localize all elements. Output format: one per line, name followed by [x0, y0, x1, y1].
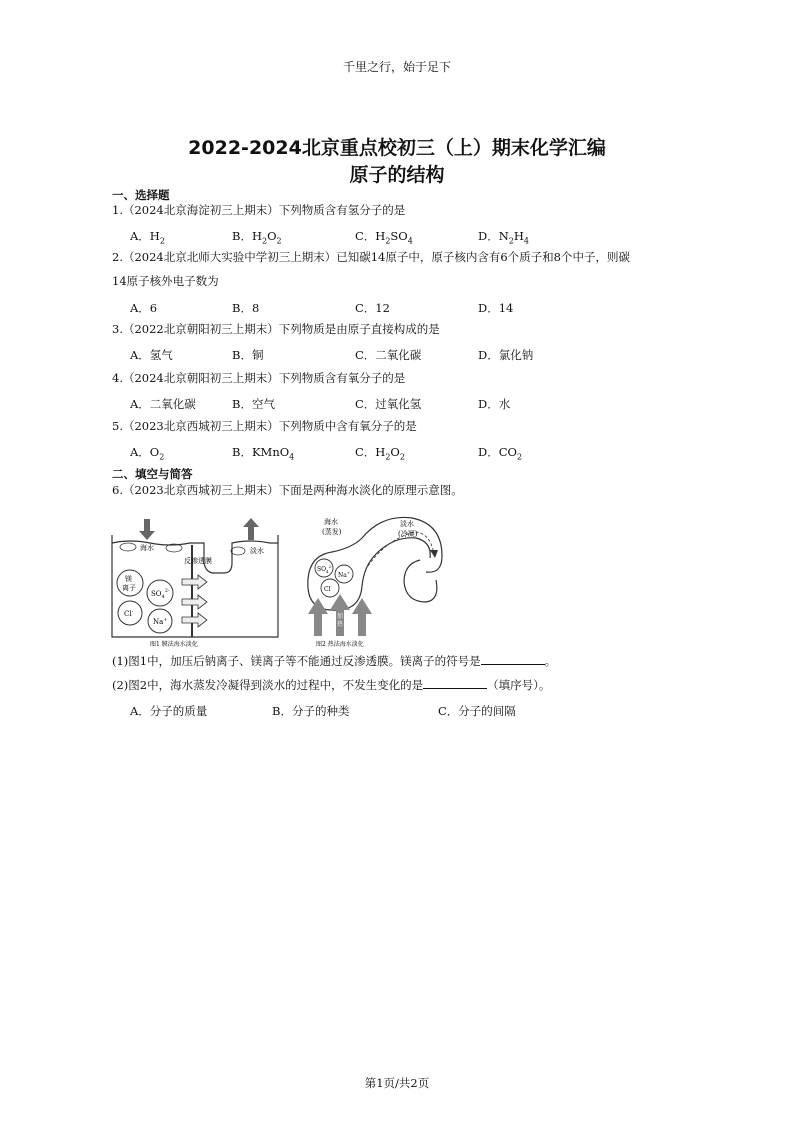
- q1-option-c: C．$H_2SO_4$: [355, 229, 413, 246]
- figure-2-thermal-desalination: [302, 510, 452, 650]
- q1-option-b: B．$H_2O_2$: [232, 229, 282, 246]
- fig1-seawater-label: 海水: [140, 544, 154, 552]
- q5-option-c: C．$H_2O_2$: [355, 445, 405, 462]
- q3-option-b: B．铜: [232, 348, 264, 362]
- figure-1-membrane-desalination: [110, 515, 292, 650]
- q5-option-b: B．KMnO$_4$: [232, 445, 295, 462]
- fig2-freshwater-label-1: 淡水: [400, 520, 414, 528]
- q4-option-a: A．二氧化碳: [130, 397, 196, 411]
- answer-blank-2[interactable]: [423, 676, 487, 689]
- q2-option-b: B．8: [232, 301, 260, 315]
- question-6-part-1: (1)图1中，加压后钠离子、镁离子等不能通过反渗透膜。镁离子的符号是 。: [112, 654, 557, 668]
- page-title: 2022-2024北京重点校初三（上）期末化学汇编: [188, 137, 606, 159]
- fig2-caption: 图2 热法海水淡化: [316, 641, 364, 648]
- q6-option-c: C．分子的间隔: [438, 704, 516, 718]
- fig2-seawater-label-1: 海水: [324, 518, 338, 526]
- fig1-membrane-label: 反渗透膜: [184, 557, 212, 565]
- section-heading-choice: 一、选择题: [112, 188, 170, 202]
- fig1-chloride-ion: Cl-: [124, 609, 134, 618]
- fig1-mg-ion-label-1: 镁: [125, 575, 132, 583]
- q3-option-a: A．氢气: [130, 348, 173, 362]
- fig2-heat-label-1: 加: [337, 613, 344, 620]
- fig2-seawater-label-2: (蒸发): [322, 528, 342, 536]
- q6-option-b: B．分子的种类: [272, 704, 350, 718]
- page-subtitle: 原子的结构: [349, 164, 445, 186]
- fig1-caption: 图1 膜法海水淡化: [150, 641, 198, 648]
- q4-option-c: C．过氧化氢: [355, 397, 422, 411]
- question-6-stem: 6.（2023北京西城初三上期末）下面是两种海水淡化的原理示意图。: [112, 483, 463, 497]
- question-3-stem: 3.（2022北京朝阳初三上期末）下列物质是由原子直接构成的是: [112, 322, 440, 336]
- q2-option-c: C．12: [355, 301, 390, 315]
- fig2-sulfate-ion: $SO_4^{2-}$: [317, 564, 333, 574]
- section-heading-fill: 二、填空与简答: [112, 467, 193, 481]
- question-6-part-2: (2)图2中，海水蒸发冷凝得到淡水的过程中，不发生变化的是 （填序号）。: [112, 678, 551, 692]
- q1-option-a: A．$H_2$: [130, 229, 165, 246]
- question-5-stem: 5.（2023北京西城初三上期末）下列物质中含有氧分子的是: [112, 419, 417, 433]
- q3-option-d: D．氯化钠: [478, 348, 534, 362]
- q2-option-a: A．6: [130, 301, 158, 315]
- fig1-sulfate-ion: $SO_4^{2-}$: [151, 588, 170, 600]
- q5-option-d: D．$CO_2$: [478, 445, 523, 462]
- q4-option-d: D．水: [478, 397, 511, 411]
- fig1-sodium-ion: Na+: [153, 617, 168, 626]
- q3-option-c: C．二氧化碳: [355, 348, 422, 362]
- header-motto: 千里之行，始于足下: [342, 60, 451, 74]
- fig2-freshwater-label-2: (冷凝): [398, 530, 418, 538]
- q5-option-a: A．$O_2$: [130, 445, 165, 462]
- q4-option-b: B．空气: [232, 397, 275, 411]
- fig1-mg-ion-label-2: 离子: [122, 584, 136, 592]
- fig2-heat-label-2: 热: [337, 621, 344, 628]
- fig2-sodium-ion: Na+: [338, 570, 351, 579]
- question-2-stem-line2: 14原子核外电子数为: [112, 274, 219, 288]
- q2-option-d: D．14: [478, 301, 514, 315]
- answer-blank-1[interactable]: [481, 652, 545, 665]
- q6-option-a: A．分子的质量: [130, 704, 208, 718]
- fig2-chloride-ion: Cl-: [324, 584, 332, 593]
- page-footer: 第1页/共2页: [364, 1076, 430, 1090]
- q1-option-d: D．$N_2H_4$: [478, 229, 530, 246]
- question-2-stem-line1: 2.（2024北京北师大实验中学初三上期末）已知碳14原子中，原子核内含有6个质子和8个中子，则碳: [112, 250, 631, 264]
- question-4-stem: 4.（2024北京朝阳初三上期末）下列物质含有氧分子的是: [112, 371, 406, 385]
- question-1-stem: 1.（2024北京海淀初三上期末）下列物质含有氢分子的是: [112, 203, 406, 217]
- fig1-freshwater-label: 淡水: [250, 547, 264, 555]
